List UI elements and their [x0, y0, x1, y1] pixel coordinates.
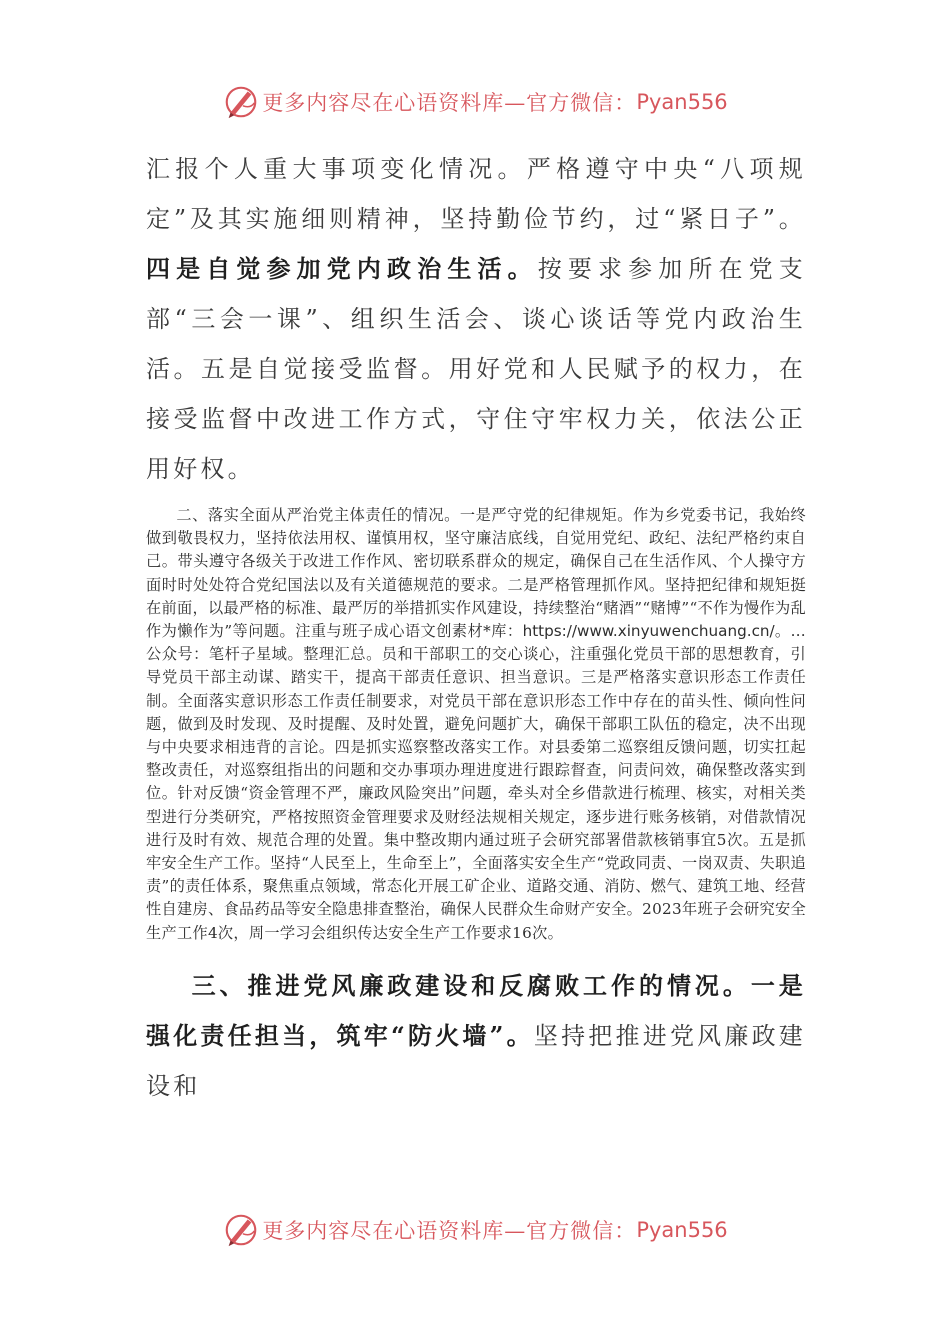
paragraph-1-text: 汇报个人重大事项变化情况。严格遵守中央“八项规定”及其实施细则精神，坚持勤俭节约，过“紧日子”。 [146, 155, 806, 233]
pen-circle-logo-icon [222, 83, 260, 121]
paragraph-2 [146, 504, 806, 945]
paragraph-1-rest: 按要求参加所在党支部“三会一课”、组织生活会、谈心谈话等党内政治生活。五是自觉接受监督。用好党和人民赋予的权力，在接受监督中改进工作方式，守住守牢权力关，依法公正用好权。 [146, 255, 806, 483]
paragraph-2-rest: 。…公众号：笔杆子星域。整理汇总。员和干部职工的交心谈心，注重强化党员干部的思想教育，引导党员干部主动谋、踏实干，提高干部责任意识、担当意识。三是严格落实意识形态工作责任制。全面落实意识形态工作责任制要求，对党员干部在意识形态工作中存在的苗头性、倾向性问题，做到及时发现、及时提醒、及时处置，避免问题扩大，确保干部职工队伍的稳定，决不出现与中央要求相违背的言论。四是抓实巡察整改落实工作。对县委第二巡察组反馈问题，切实扛起整改责任，对巡察组指出的问题和交办事项办理进度进行跟踪督查，问责问效，确保整改落实到位。针对反馈“资金管理不严，廉政风险突出”问题，牵头对全乡借款进行梳理、核实，对相关类型进行分类研究，严格按照资金管理要求及财经法规相关规定，逐步进行账务核销，对借款情况进行及时有效、规范合理的处置。集中整改期内通过班子会研究部署借款核销事宜5次。五是抓牢安全生产工作。坚持“人民至上，生命至上”，全面落实安全生产“党政同责、一岗双责、失职追责”的责任体系，聚焦重点领域，常态化开展工矿企业、道路交通、消防、燃气、建筑工地、经营性自建房、食品药品等安全隐患排查整治，确保人民群众生命财产安全。2023年班子会研究安全生产工作4次，周一学习会组织传达安全生产工作要求16次。 [146, 622, 807, 942]
banner-wechat-id: Pyan556 [636, 1218, 728, 1242]
paragraph-1-bold: 四是自觉参加党内政治生活。 [146, 254, 538, 283]
paragraph-1 [146, 144, 806, 494]
section-3-heading: 三、推进党风廉政建设和反腐败工作的情况。一是强化责任担当，筑牢“防火墙”。 [146, 970, 806, 1050]
footer-banner [0, 1210, 950, 1250]
paragraph-3 [146, 961, 806, 1111]
paragraph-3-text: 坚持把推进党风廉政建设和 [146, 1021, 807, 1100]
header-banner [0, 82, 950, 122]
banner-wechat-id: Pyan556 [636, 90, 728, 114]
banner-text: 更多内容尽在心语资料库—官方微信： [262, 1219, 637, 1243]
banner-text: 更多内容尽在心语资料库—官方微信： [262, 91, 637, 115]
document-body [146, 144, 806, 1111]
paragraph-2-text: 二、落实全面从严治党主体责任的情况。一是严守党的纪律规矩。作为乡党委书记，我始终做到敬畏权力，坚持依法用权、谨慎用权，坚守廉洁底线，自觉用党纪、政纪、法纪严格约束自己。带头遵守各级关于改进工作作风、密切联系群众的规定，确保自己在生活作风、个人操守方面时时处处符合党纪国法以及有关道德规范的要求。二是严格管理抓作风。坚持把纪律和规矩挺在前面，以最严格的标准、最严厉的举措抓实作风建设，持续整治“赌酒”“赌博”“不作为慢作为乱作为懒作为”等问题。注重与班子成心语文创素材*库： [146, 506, 806, 641]
source-url-link[interactable]: https://www.xinyuwenchuang.cn/ [522, 622, 775, 641]
pen-circle-logo-icon [222, 1211, 260, 1249]
